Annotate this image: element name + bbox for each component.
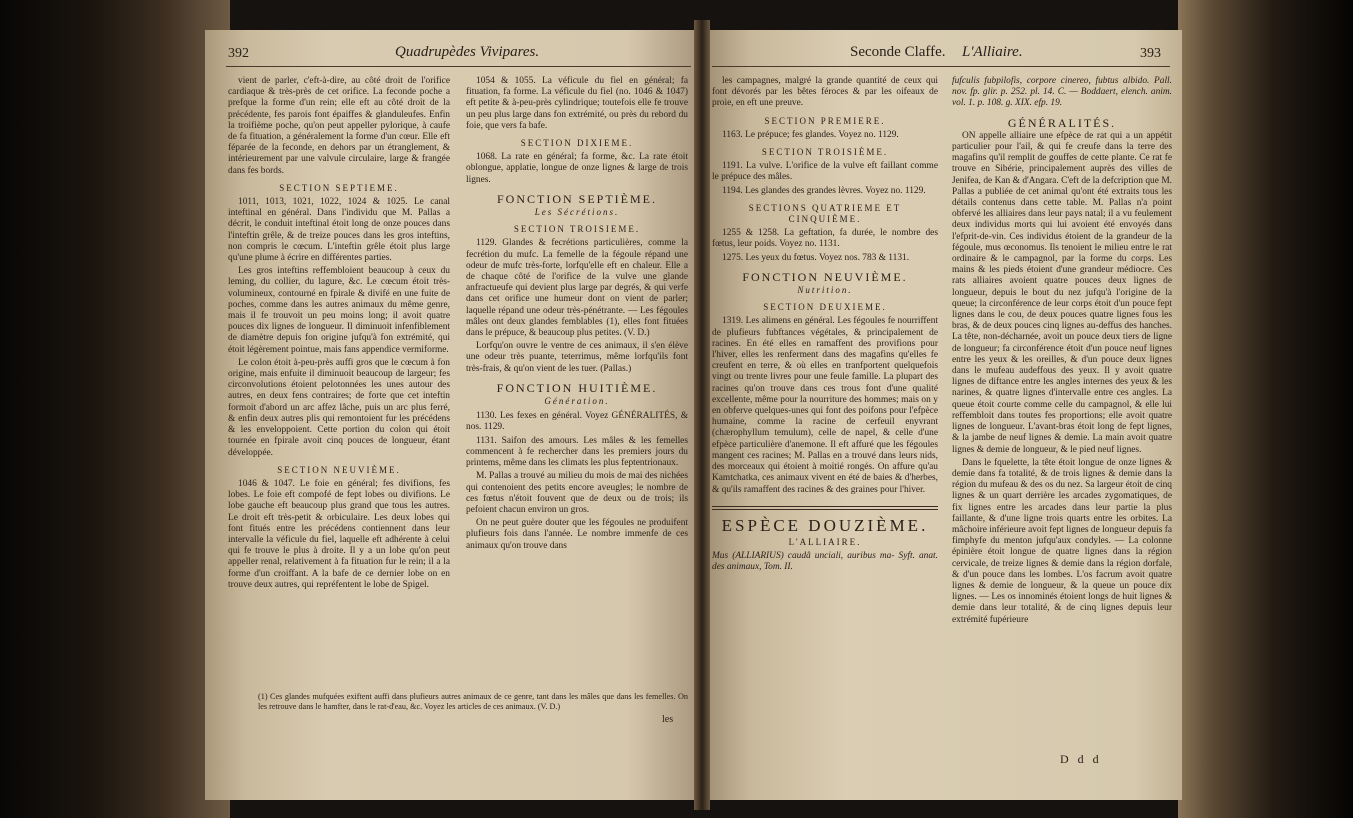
paragraph: On ne peut guère douter que les fégoules ne produifent plufieurs fois dans l'année. Le nombre immenfe de ces animaux qu'on trouve dans	[466, 518, 688, 551]
paragraph: 1255 & 1258. La geftation, fa durée, le nombre des fœtus, leur poids. Voyez no. 1131.	[712, 228, 938, 250]
section-heading: L'ALLIAIRE.	[788, 536, 862, 547]
paragraph: 1068. La rate en général; fa forme, &c. La rate étoit oblongue, applatie, longue de onze lignes & large de trois lignes.	[466, 152, 688, 185]
right-page-column-2	[952, 76, 1172, 764]
paragraph: 1163. Le prépuce; fes glandes. Voyez no. 1129.	[722, 129, 899, 140]
function-heading: FONCTION HUITIÈME.	[496, 380, 658, 395]
paragraph: Dans le fquelette, la tête étoit longue de onze lignes & demie dans fa totalité, & de trois lignes & demie dans la région du mufeau & des os du nez. Sa largeur étoit de cinq lignes & un quart derrière les arcades zygomatiques, de fix lignes entre les arcades dans leur partie la plus faillante, & d'une ligne trois quarts entre les orbites. La mâchoire inférieure avoit fept lignes de longueur depuis fa fimphyfe du menton jufqu'aux condyles. — La colonne épinière étoit longue de quatre lignes dans la région cervicale, de treize lignes & demie dans la région dorfale, & d'un pouce dans les lombes. L'os facrum avoit quatre lignes & demie de longueur, & la queue un pouce dix lignes. — Les os innominés étoient longs de huit lignes & demie dans leur totalité, & de cinq lignes depuis leur extrémité fupérieure	[952, 457, 1172, 625]
left-page-column-2	[466, 76, 688, 686]
running-header-right-class: Seconde Claffe.	[850, 44, 946, 60]
paragraph: Les gros inteftins reffembloient beaucoup à ceux du leming, du collier, du lagure, &c. Le cœcum étoit très-volumineux, contourné en fpirale & divifé en une fuite de poches, comme dans les autres animaux du même genre, mais il fe trouvoit un peu moins long; il avoit quatre pouces dix lignes de longueur. Il diminuoit infenfiblement de diamètre depuis fon origine jufqu'à fon extrémité, qui étoit légèrement pointue, mais fans appendice vermiforme.	[228, 266, 450, 355]
paragraph: ON appelle alliaire une efpèce de rat qui a un appétit particulier pour l'ail, & qui fe creufe dans la terre des magafins qu'il remplit de gouffes de cette plante. Ce rat fe trouve en Sibérie, principalement auprès des villes de Jenifea, de Kan & d'Angara. C'eft de la defcription que M. Pallas a publiée de cet animal qu'ont été extraits tous les détails contenus dans cette table. M. Pallas n'a point obfervé les alliaires dans leur pays natal; il a vu feulement deux individus morts qui lui avoient été envoyés dans l'efprit-de-vin. Ces individus étoient de la grandeur de la fégoule, mus œconomus. Ils tenoient le milieu entre le rat ordinaire & le campagnol, par la forme du corps. Les mains & les pieds étoient d'une grandeur médiocre. Ces rats alliaires avoient quatre pouces deux lignes de longueur, depuis le bout du nez jufqu'à l'origine de la queue; la circonférence de leur corps étoit d'un pouce fept lignes dans le cou, de deux pouces quatre lignes fous les bras, & de deux pouces cinq lignes au-deffus des hanches. La tête, non-décharnée, avoit un pouce deux tiers de ligne de longueur; fa circonférence étoit d'un pouce neuf lignes entre les yeux & les oreilles, & d'un pouce deux lignes dans le mufeau audeffous des yeux. Il y avoit quatre lignes de diftance entre les angles internes des yeux & les narines, & quatre lignes d'intervalle entre ces angles. La queue étoit courte comme celle du campagnol, & elle lui reffembloit dans toutes fes proportions; elle avoit quatre lignes de longueur. L'avant-bras étoit long de fept lignes, & la jambe de neuf lignes & demie. La main avoit quatre lignes & demie de longueur, & le pied neuf lignes.	[952, 130, 1172, 455]
paragraph: Le colon étoit à-peu-près auffi gros que le cœcum à fon origine, mais enfuite il diminuoit beaucoup de largeur; fes circonvolutions étoient pelotonnées les unes autour des autres, en deux fens contraires; de forte que cet inteftin formoit d'abord un arc affez lâche, puis un arc plus ferré, & enfin deux autres plis qui remontoient fur les précédens & les enveloppoient. Cette portion du colon qui étoit tournée en fpirale avoit cinq pouces de longueur, étant développée.	[228, 357, 450, 458]
section-heading: SECTION TROISIEME.	[513, 224, 641, 235]
paragraph: 1194. Les glandes des grandes lèvres. Voyez no. 1129.	[722, 185, 926, 196]
paragraph: 1046 & 1047. Le foie en général; fes divifions, fes lobes. Le foie eft compofé de fept lobes ou divifions. Le lobe gauche eft beaucoup plus grand que tous les autres. Le droit eft très-petit & orbiculaire. Les deux lobes qui font fitués entre les précédens contiennent dans leur intervalle la véficule du fiel, laquelle eft adhérente à celui qui fe trouve le plus à droite. Il y a un lobe qu'on peut appeller renal, relativement à fa fituation fur le rein; il a la forme d'un croiffant. A la bafe de ce dernier lobe on en trouve deux autres, qui repréfentent le lobe de Spigel.	[228, 478, 450, 590]
section-heading: SECTION TROISIÈME.	[761, 147, 889, 158]
running-header-right-title: L'Alliaire.	[962, 44, 1023, 60]
section-heading: SECTION DIXIEME.	[520, 138, 634, 149]
paragraph: 1011, 1013, 1021, 1022, 1024 & 1025. Le canal inteftinal en général. Dans l'individu que M. Pallas a décrit, le conduit inteftinal étoit long de onze pouces dans l'inteftin grêle, & de treize pouces dans les gros inteftins, non compris le cœcum. L'inteftin grêle étoit plus large qu'une plume à écrire en différentes parties.	[228, 197, 450, 264]
section-heading: SECTIONS QUATRIEME ET CINQUIÈME.	[748, 202, 902, 225]
right-page-column-1	[712, 76, 938, 764]
header-rule-right	[712, 66, 1170, 67]
paragraph: M. Pallas a trouvé au milieu du mois de mai des nichées qui contenoient des petits encore aveugles; le nombre de ces fœtus n'étoit fouvent que de deux ou de trois; ils pefoient chacun environ un gros.	[466, 471, 688, 515]
paragraph: 1191. La vulve. L'orifice de la vulve eft faillant comme le prépuce des mâles.	[712, 161, 938, 183]
paragraph: 1130. Les fexes en général. Voyez GÉNÉRALITÉS, & nos. 1129.	[466, 411, 688, 433]
section-heading: SECTION NEUVIÈME.	[277, 464, 401, 475]
citation: fufculis fubpilofis, corpore cinereo, fubtus albido. Pall. nov. fp. glir. p. 252. pl. 14. C. — Boddaert, elench. anim. vol. 1. p. 108. g. XIX. efp. 19.	[952, 76, 1172, 109]
page-number-left: 392	[228, 46, 249, 61]
subheading: Les Sécrétions.	[534, 207, 620, 218]
subheading: Nutrition.	[797, 285, 853, 296]
function-heading: FONCTION SEPTIÈME.	[496, 191, 657, 206]
species-heading: ESPÈCE DOUZIÈME.	[721, 515, 929, 535]
citation: Mus (ALLIARIUS) caudâ unciali, auribus ma- Syft. anat. des animaux, Tom. II.	[712, 551, 938, 573]
paragraph: les campagnes, malgré la grande quantité de ceux qui font dévorés par les bêtes féroces & par les oifeaux de proie, en eft une preuve.	[712, 76, 938, 109]
function-heading: FONCTION NEUVIÈME.	[742, 269, 908, 284]
paragraph: 1319. Les alimens en général. Les fégoules fe nourriffent de plufieurs fubftances végétales, & principalement de racines. En été elles en ramaffent des provifions pour l'hiver, elles les renferment dans des magafins qu'elles fe creufent en terre, & où elles en tranfportent quelquefois vingt ou trente livres pour une feule famille. La plupart des racines qu'on trouve dans ces trous font d'une qualité excellente, même pour la nourriture des hommes; mais on y en obferve quelques-unes qui font des poifons pour l'efpèce humaine, comme la racine de cerfeuil enyvrant (chærophyllum temulum), celle de napel, & celle d'une efpèce particulière d'anemone. Il eft affuré que les fégoules mangent ces racines; M. Pallas en a trouvé dans leurs nids, des morceaux qui étoient à moitié rongés. On affure qu'au Kamtchatka, ces animaux vivent en été de baies & d'herbes, & qu'ils ramaffent des racines & des graines pour l'hiver.	[712, 316, 938, 495]
paragraph: vient de parler, c'eft-à-dire, au côté droit de l'orifice cardiaque & très-près de cet orifice. La feconde poche a prefque la forme d'un rein; elle eft au côté droit de la précédente, fes parois font épaiffes & glanduleufes. Enfin la troifième poche, qu'on peut appeller pylorique, à caufe de fa fituation, a généralement la forme d'un cœur. Elle eft féparée de la feconde, en dehors par un étranglement, & intérieurement par une valvule circulaire, large & frangée dans fes bords.	[228, 76, 450, 176]
book-gutter	[694, 20, 710, 810]
section-heading: SECTION PREMIERE.	[764, 115, 886, 126]
header-rule-left	[226, 66, 691, 67]
section-heading: SECTION DEUXIEME.	[763, 302, 887, 313]
divider	[712, 506, 938, 507]
function-heading: GÉNÉRALITÉS.	[1007, 115, 1117, 130]
divider	[712, 509, 938, 510]
paragraph: 1131. Saifon des amours. Les mâles & les femelles commencent à fe rechercher dans les premiers jours du printems, même dans les climats les plus feptentrionaux.	[466, 435, 688, 469]
catchword: les	[662, 714, 674, 725]
paragraph: 1054 & 1055. La véficule du fiel en général; fa fituation, fa forme. La véficule du fiel (no. 1046 & 1047) eft petite & à-peu-près cylindrique; toutefois elle fe trouve un peu plus large dans fon extrémité, ou près du rebord du foie, que vers fa bafe.	[466, 76, 688, 131]
signature-mark: D d d	[1060, 752, 1102, 766]
right-page-stack	[1178, 0, 1353, 818]
paragraph: 1275. Les yeux du fœtus. Voyez nos. 783 & 1131.	[722, 252, 910, 263]
paragraph: 1129. Glandes & fecrétions particulières, comme la fecrétion du mufc. La femelle de la fégoule répand une odeur de mufc très-forte, lorfqu'elle eft en chaleur. Elle a de chaque côté de l'orifice de la vulve une glande anfractueufe qui devient plus large par degrés, & qui verfe dans cet orifice une humeur dont on vient de parler; laquelle répand une odeur très-pénétrante. — Les fégoules mâles ont deux glandes femblables (1), elles font fituées dans le prépuce, & beaucoup plus petites. (V. D.)	[466, 238, 688, 339]
running-header-left: Quadrupèdes Vivipares.	[395, 44, 540, 60]
footnote: (1) Ces glandes mufquées exiftent auffi dans plufieurs autres animaux de ce genre, tant dans les mâles que dans les femelles. On les retrouve dans le hamfter, dans le rat-d'eau, &c. Voyez les articles de ces animaux. (V. D.)	[258, 692, 688, 711]
left-page-stack	[0, 0, 230, 818]
left-page-column-1	[228, 76, 450, 686]
paragraph: Lorfqu'on ouvre le ventre de ces animaux, il s'en élève une odeur très puante, teterrimus, même lorfqu'ils font très-frais, & qu'on vient de les tuer. (Pallas.)	[466, 341, 688, 374]
section-heading: SECTION SEPTIEME.	[279, 182, 399, 193]
subheading: Génération.	[544, 396, 610, 407]
page-number-right: 393	[1140, 46, 1161, 61]
